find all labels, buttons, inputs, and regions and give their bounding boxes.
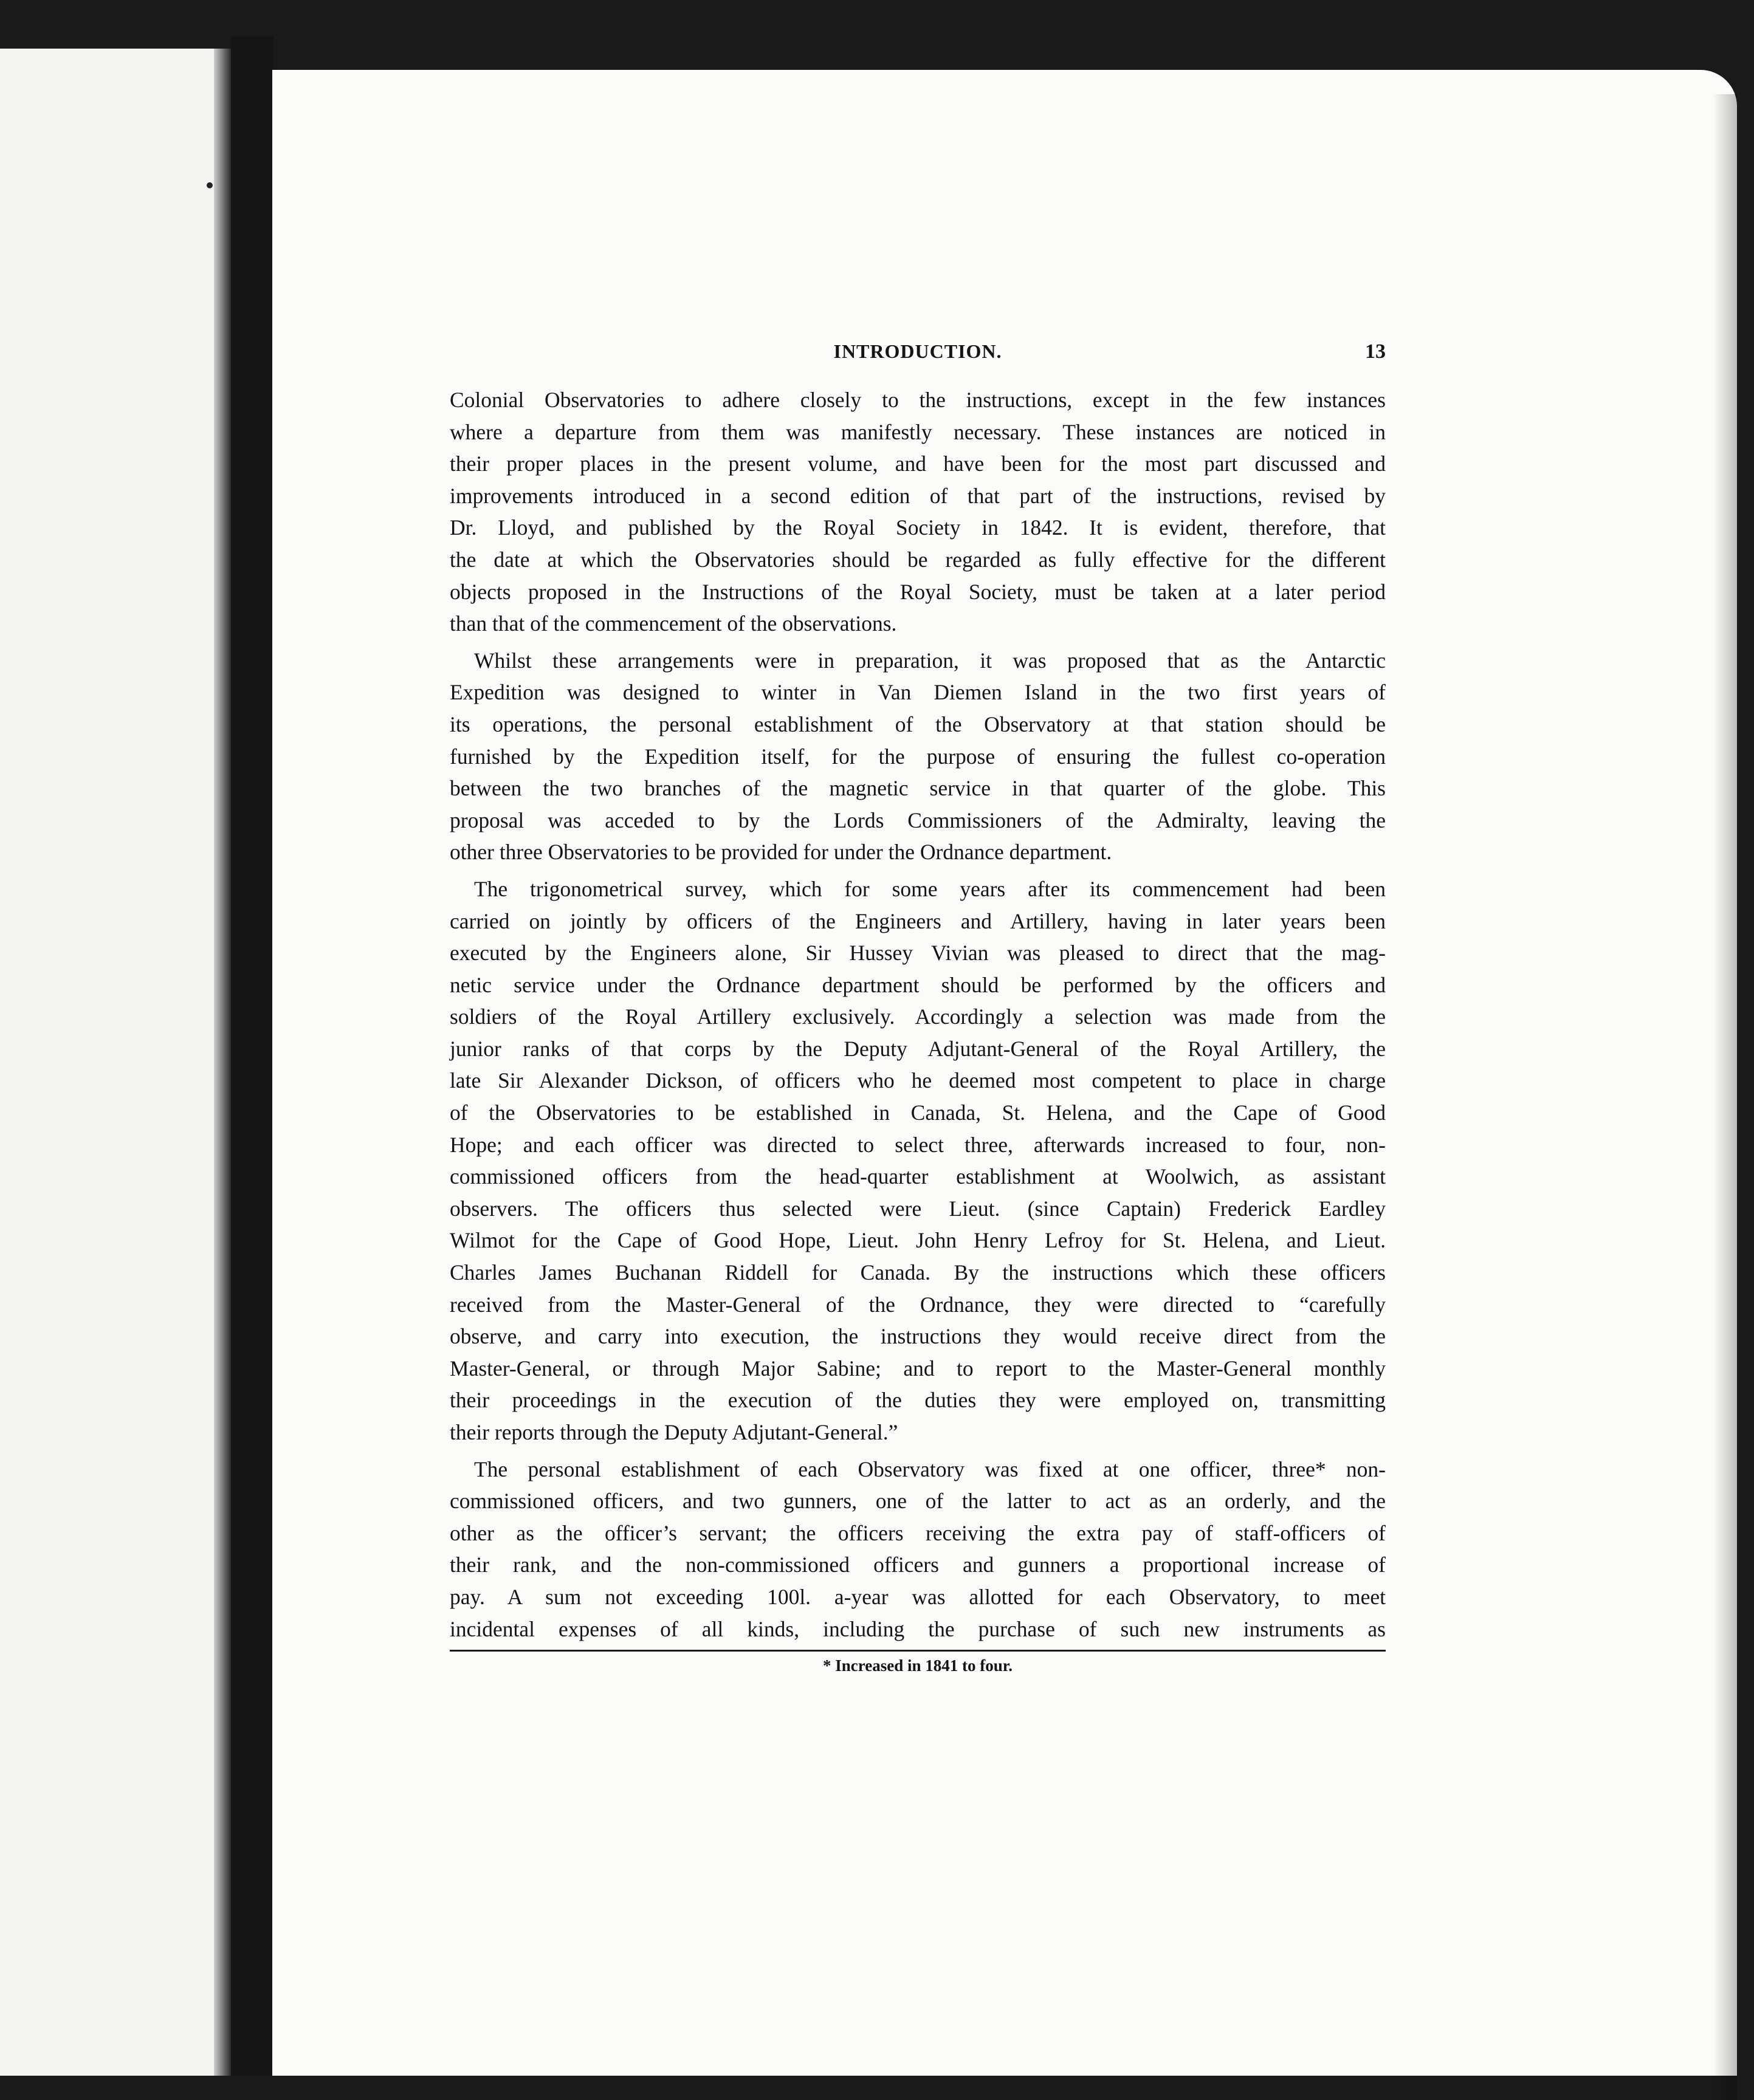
text-line: executed by the Engineers alone, Sir Hussey Vivian was pleased to direct that the mag- <box>450 941 1386 966</box>
text-line: its operations, the personal establishment of the Observatory at that station should be <box>450 712 1386 736</box>
text-line: furnished by the Expedition itself, for the purpose of ensuring the fullest co-operation <box>450 744 1386 769</box>
text-line: other three Observatories to be provided for under the Ordnance department. <box>450 840 1112 865</box>
text-line: their proceedings in the execution of the duties they were employed on, transmitting <box>450 1388 1386 1413</box>
text-line: late Sir Alexander Dickson, of officers who he deemed most competent to place in charge <box>450 1068 1386 1093</box>
text-line: Expedition was designed to winter in Van Diemen Island in the two first years of <box>450 680 1386 705</box>
book-spine-shadow <box>214 49 231 2076</box>
text-line: proposal was acceded to by the Lords Commissioners of the Admiralty, leaving the <box>450 808 1386 832</box>
book-gutter <box>231 36 273 2076</box>
text-line: The personal establishment of each Observatory was fixed at one officer, three* non- <box>474 1457 1386 1481</box>
text-line: The trigonometrical survey, which for some years after its commencement had been <box>474 876 1386 901</box>
text-line: soldiers of the Royal Artillery exclusively. Accordingly a selection was made from the <box>450 1004 1386 1029</box>
page-number: 13 <box>1365 340 1386 363</box>
paragraph <box>450 384 1386 640</box>
text-line: of the Observatories to be established in Canada, St. Helena, and the Cape of Good <box>450 1100 1386 1125</box>
text-line: their rank, and the non-commissioned officers and gunners a proportional increase of <box>450 1553 1386 1577</box>
text-line: carried on jointly by officers of the Engineers and Artillery, having in later years been <box>450 908 1386 933</box>
text-line: observers. The officers thus selected were Lieut. (since Captain) Frederick Eardley <box>450 1196 1386 1221</box>
text-line: Hope; and each officer was directed to select three, afterwards increased to four, non- <box>450 1132 1386 1157</box>
text-line: pay. A sum not exceeding 100l. a-year was allotted for each Observatory, to meet <box>450 1584 1386 1609</box>
text-line: Wilmot for the Cape of Good Hope, Lieut. John Henry Lefroy for St. Helena, and Lieut. <box>450 1228 1386 1253</box>
footnote: * Increased in 1841 to four. <box>822 1656 1013 1675</box>
body-text <box>450 384 1386 1645</box>
paragraph <box>450 873 1386 1449</box>
text-line: between the two branches of the magnetic service in that quarter of the globe. This <box>450 776 1386 801</box>
text-line: junior ranks of that corps by the Deputy Adjutant-General of the Royal Artillery, the <box>450 1036 1386 1061</box>
text-line: their proper places in the present volume, and have been for the most part discussed and <box>450 451 1386 476</box>
text-line: Colonial Observatories to adhere closely to the instructions, except in the few instances <box>450 388 1386 412</box>
running-head: INTRODUCTION. <box>833 340 1002 362</box>
text-line: Dr. Lloyd, and published by the Royal Society in 1842. It is evident, therefore, that <box>450 515 1386 540</box>
text-line: Charles James Buchanan Riddell for Canada. By the instructions which these officers <box>450 1260 1386 1285</box>
text-line: improvements introduced in a second edition of that part of the instructions, revised by <box>450 483 1386 508</box>
text-line: incidental expenses of all kinds, including the purchase of such new instruments as <box>450 1616 1386 1641</box>
text-line: observe, and carry into execution, the instructions they would receive direct from the <box>450 1324 1386 1349</box>
text-line: Master-General, or through Major Sabine; and to report to the Master-General monthly <box>450 1356 1386 1381</box>
text-line: than that of the commencement of the observations. <box>450 611 897 636</box>
paragraph <box>450 645 1386 868</box>
text-line: netic service under the Ordnance department should be performed by the officers and <box>450 972 1386 997</box>
text-line: Whilst these arrangements were in preparation, it was proposed that as the Antarctic <box>474 648 1386 673</box>
paragraph <box>450 1453 1386 1645</box>
text-line: their reports through the Deputy Adjutant-General.” <box>450 1420 898 1444</box>
text-line: commissioned officers from the head-quarter establishment at Woolwich, as assistant <box>450 1164 1386 1189</box>
footnote-rule <box>450 1650 1386 1652</box>
text-line: other as the officer’s servant; the officers receiving the extra pay of staff-officers of <box>450 1520 1386 1545</box>
facing-page-edge <box>0 49 231 2076</box>
text-line: commissioned officers, and two gunners, one of the latter to act as an orderly, and the <box>450 1489 1386 1514</box>
text-line: received from the Master-General of the Ordnance, they were directed to “carefully <box>450 1292 1386 1317</box>
text-line: where a departure from them was manifestly necessary. These instances are noticed in <box>450 419 1386 444</box>
page-content <box>450 340 1386 1675</box>
page-header <box>450 340 1386 377</box>
text-line: objects proposed in the Instructions of the Royal Society, must be taken at a later period <box>450 579 1386 604</box>
page-edge-shadow <box>1713 94 1737 2100</box>
margin-mark <box>207 182 213 188</box>
text-line: the date at which the Observatories should be regarded as fully effective for the different <box>450 547 1386 572</box>
